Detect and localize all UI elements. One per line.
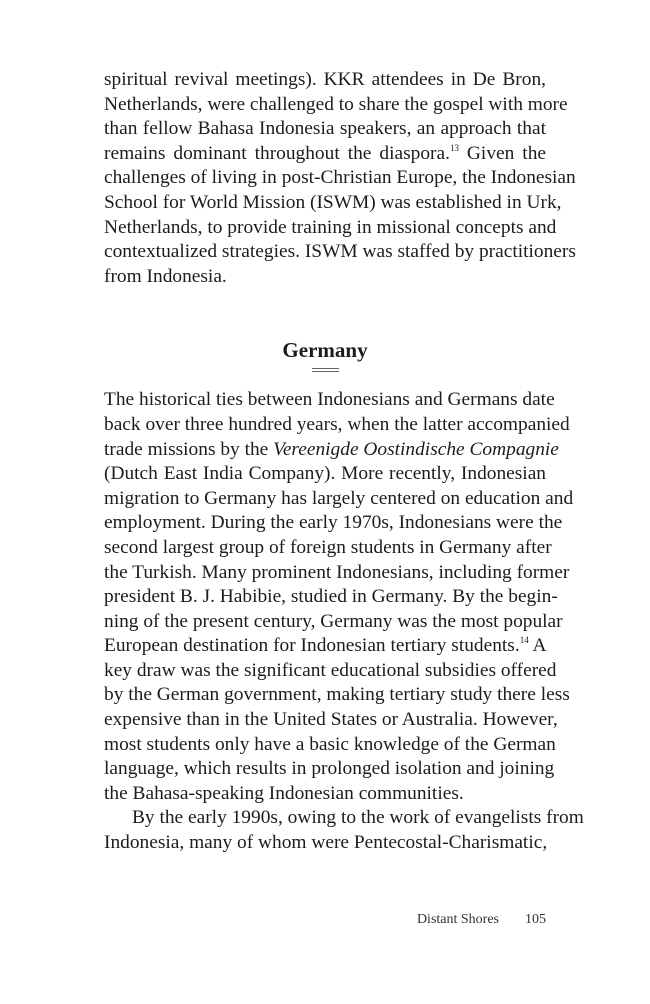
text-fragment: Given the: [458, 142, 547, 164]
text-line: [104, 438, 559, 463]
text-line: employment. During the early 1970s, Indonesians were the: [104, 512, 563, 534]
text-line: ning of the present century, Germany was the most popular: [104, 610, 563, 632]
text-line: Indonesia, many of whom were Pentecostal-Charismatic,: [104, 832, 548, 854]
heading-ornament-rule: [312, 368, 339, 372]
section-body: [104, 388, 584, 855]
text-line: By the early 1990s, owing to the work of evangelists from: [132, 807, 584, 829]
page-footer: [417, 912, 546, 928]
text-line: second largest group of foreign students in Germany after: [104, 536, 552, 558]
text-line: Netherlands, to provide training in missional concepts and: [104, 216, 557, 238]
body-paragraph: [104, 806, 584, 855]
running-title: Distant Shores: [416, 912, 499, 927]
page-number: 105: [525, 912, 546, 927]
text-line: by the German government, making tertiary study there less: [104, 684, 570, 706]
text-line: the Bahasa-speaking Indonesian communities.: [104, 782, 464, 804]
text-line: the Turkish. Many prominent Indonesians, including former: [104, 561, 570, 583]
section-heading: Germany: [282, 338, 368, 363]
text-fragment: trade missions by the: [104, 438, 274, 460]
text-line: migration to Germany has largely centered on education and: [104, 487, 574, 509]
text-line: back over three hundred years, when the latter accompanied: [104, 413, 570, 435]
text-line: most students only have a basic knowledge of the German: [104, 733, 556, 755]
text-line: [104, 634, 546, 659]
text-fragment: European destination for Indonesian tertiary students.: [104, 635, 520, 657]
text-line: The historical ties between Indonesians and Germans date: [104, 389, 555, 411]
text-line: president B. J. Habibie, studied in Germany. By the begin-: [104, 586, 558, 608]
body-paragraph: [104, 388, 574, 806]
page-content: [104, 68, 584, 856]
text-fragment: A: [528, 635, 547, 657]
text-line: than fellow Bahasa Indonesia speakers, an approach that: [104, 118, 546, 140]
text-line: key draw was the significant educational subsidies offered: [104, 659, 557, 681]
text-line: (Dutch East India Company). More recently, Indonesian: [104, 463, 546, 485]
text-line: language, which results in prolonged isolation and joining: [104, 758, 555, 780]
text-line: spiritual revival meetings). KKR attendees in De Bron,: [104, 69, 546, 90]
text-line: contextualized strategies. ISWM was staffed by practitioners: [104, 241, 576, 263]
text-line: [104, 142, 546, 167]
footnote-ref-14[interactable]: 14: [519, 635, 529, 646]
section-header: [104, 337, 546, 372]
text-line: Netherlands, were challenged to share the gospel with more: [104, 93, 568, 115]
intro-paragraph: [104, 68, 576, 289]
text-line: School for World Mission (ISWM) was established in Urk,: [104, 191, 562, 213]
text-line: expensive than in the United States or Australia. However,: [104, 709, 558, 731]
text-line: challenges of living in post-Christian Europe, the Indonesian: [104, 167, 576, 189]
footnote-ref-13[interactable]: 13: [449, 142, 459, 153]
text-fragment: remains dominant throughout the diaspora.: [104, 142, 450, 164]
italic-term: Vereenigde Oostindische Compagnie: [273, 438, 559, 460]
text-line: from Indonesia.: [104, 265, 227, 287]
